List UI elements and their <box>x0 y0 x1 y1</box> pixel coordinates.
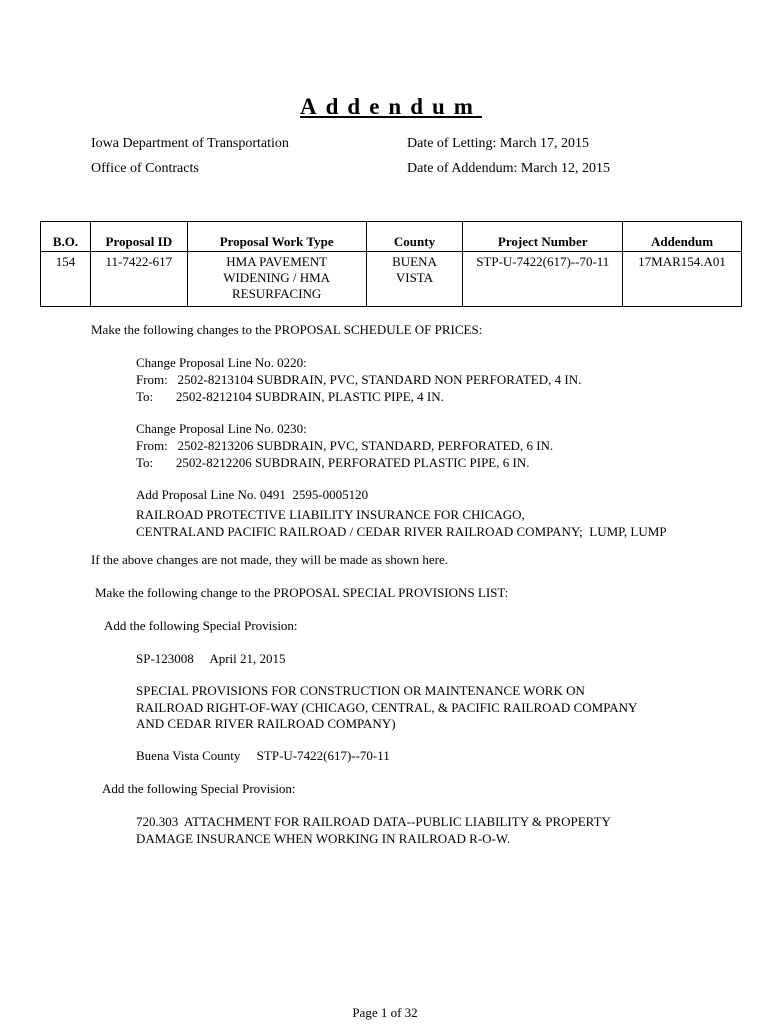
agency-name: Iowa Department of Transportation <box>91 136 289 151</box>
page-number: Page 1 of 32 <box>352 1005 418 1020</box>
add-line-title: Add Proposal Line No. 0491 2595-0005120 <box>136 487 369 502</box>
header-addendum: Addendum <box>623 222 742 252</box>
date-of-addendum: Date of Addendum: March 12, 2015 <box>407 161 610 176</box>
header-bo: B.O. <box>41 222 91 252</box>
sp2-line-1: 720.303 ATTACHMENT FOR RAILROAD DATA--PUBLIC LIABILITY & PROPERTY <box>136 814 611 829</box>
sp2-line-2: DAMAGE INSURANCE WHEN WORKING IN RAILROAD R-O-W. <box>136 831 511 846</box>
special-provision-add-2: Add the following Special Provision: <box>102 781 296 796</box>
cell-county: BUENA VISTA <box>366 252 463 307</box>
table-header-row <box>41 222 742 252</box>
cell-bo: 154 <box>41 252 91 307</box>
table-row <box>41 252 742 307</box>
sp1-line-2: RAILROAD RIGHT-OF-WAY (CHICAGO, CENTRAL, & PACIFIC RAILROAD COMPANY <box>136 700 638 715</box>
document-title: Addendum <box>300 94 482 119</box>
sp1-county-project: Buena Vista County STP-U-7422(617)--70-11 <box>136 748 390 763</box>
sp1-line-3: AND CEDAR RIVER RAILROAD COMPANY) <box>136 716 396 731</box>
change1-from: From: 2502-8213104 SUBDRAIN, PVC, STANDARD NON PERFORATED, 4 IN. <box>136 372 582 387</box>
cell-proposal-id: 11-7422-617 <box>90 252 187 307</box>
note-text: If the above changes are not made, they will be made as shown here. <box>91 552 449 567</box>
sp1-id-date: SP-123008 April 21, 2015 <box>136 651 286 666</box>
add-line-desc-1: RAILROAD PROTECTIVE LIABILITY INSURANCE FOR CHICAGO, <box>136 507 525 522</box>
date-of-letting: Date of Letting: March 17, 2015 <box>407 136 589 151</box>
change1-title: Change Proposal Line No. 0220: <box>136 355 307 370</box>
cell-addendum: 17MAR154.A01 <box>623 252 742 307</box>
change2-from: From: 2502-8213206 SUBDRAIN, PVC, STANDARD, PERFORATED, 6 IN. <box>136 438 554 453</box>
cell-project-number: STP-U-7422(617)--70-11 <box>463 252 623 307</box>
proposal-table <box>40 221 742 307</box>
change1-to: To: 2502-8212104 SUBDRAIN, PLASTIC PIPE, 4 IN. <box>136 389 444 404</box>
intro-text: Make the following changes to the PROPOSAL SCHEDULE OF PRICES: <box>91 322 483 337</box>
header-county: County <box>366 222 463 252</box>
header-proposal-id: Proposal ID <box>90 222 187 252</box>
cell-work-type: HMA PAVEMENT WIDENING / HMA RESURFACING <box>187 252 366 307</box>
change2-to: To: 2502-8212206 SUBDRAIN, PERFORATED PLASTIC PIPE, 6 IN. <box>136 455 530 470</box>
special-provisions-intro: Make the following change to the PROPOSAL SPECIAL PROVISIONS LIST: <box>95 585 509 600</box>
office-name: Office of Contracts <box>91 161 199 176</box>
change2-title: Change Proposal Line No. 0230: <box>136 421 307 436</box>
special-provision-add-1: Add the following Special Provision: <box>104 618 298 633</box>
sp1-line-1: SPECIAL PROVISIONS FOR CONSTRUCTION OR MAINTENANCE WORK ON <box>136 683 585 698</box>
header-work-type: Proposal Work Type <box>187 222 366 252</box>
add-line-desc-2: CENTRALAND PACIFIC RAILROAD / CEDAR RIVER RAILROAD COMPANY; LUMP, LUMP <box>136 524 667 539</box>
header-project-number: Project Number <box>463 222 623 252</box>
